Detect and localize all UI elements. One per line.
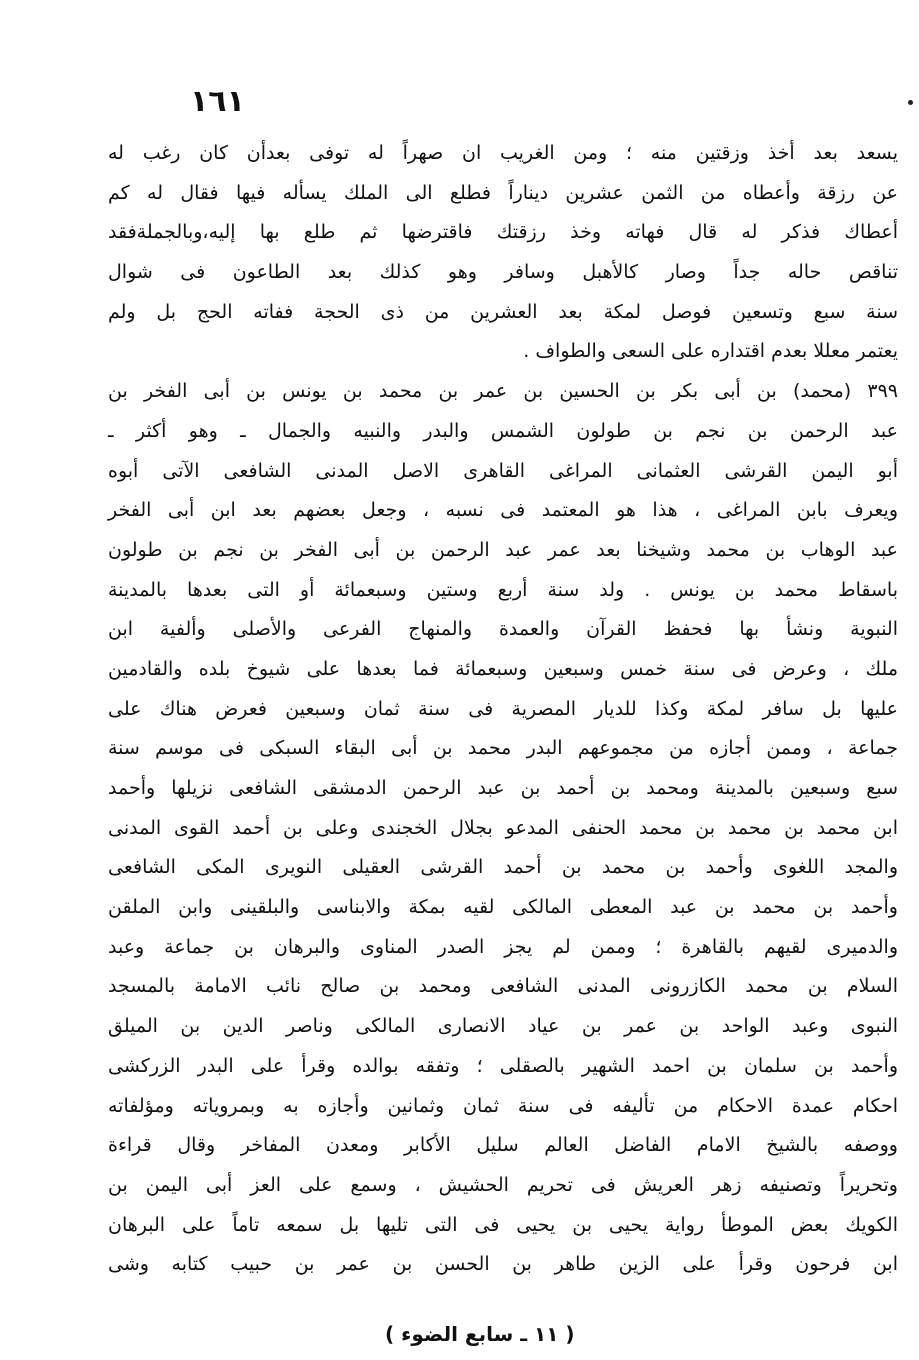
text-line: يسعد بعد أخذ وزقتين منه ؛ ومن الغريب ان صهراً له توفى بعدأن كان رغب له [108, 142, 898, 164]
text-line: النبوى وعبد الواحد بن عمر بن عياد الانصارى المالكى وناصر الدين بن الميلق [108, 1015, 898, 1038]
text-line: ووصفه بالشيخ الامام الفاضل العالم سليل الأكابر ومعدن المفاخر وقال قراءة [108, 1134, 898, 1157]
text-line: ويعرف بابن المراغى ، هذا هو المعتمد فى نسبه ، وجعل بعضهم بعد ابن أبى الفخر [108, 499, 898, 522]
text-line: والدميرى لقيهم بالقاهرة ؛ وممن لم يجز الصدر المناوى والبرهان بن جماعة وعبد [108, 935, 898, 958]
text-line: وتحريراً وتصنيفه زهر العريش فى تحريم الحشيش ، وسمع على العز أبى اليمن بن [108, 1173, 898, 1196]
text-line: احكام عمدة الاحكام من تأليفه فى سنة ثمان وثمانين وأجازه به وبمروياته ومؤلفاته [108, 1094, 898, 1117]
text-line: ملك ، وعرض فى سنة خمس وسبعين وسبعمائة فما بعدها على شيوخ بلده والقادمين [108, 657, 898, 680]
text-line: جماعة ، وممن أجازه من مجموعهم البدر محمد بن أبى البقاء السبكى فى موسم سنة [108, 737, 898, 760]
entry-heading-line: ٣٩٩ (محمد) بن أبى بكر بن الحسين بن عمر بن محمد بن يونس بن أبى الفخر بن [108, 380, 898, 403]
text-line: السلام بن محمد الكازرونى المدنى الشافعى ومحمد بن صالح نائب الامامة بالمسجد [108, 975, 898, 998]
text-line: تناقص حاله جداً وصار كالأهبل وسافر وهو كذلك بعد الطاعون فى شوال [108, 261, 898, 284]
text-line: سبع وسبعين بالمدينة ومحمد بن أحمد بن عبد الرحمن الدمشقى الشافعى نزيلها وأحمد [108, 777, 898, 799]
text-line: ابن محمد بن محمد بن محمد الحنفى المدعو بجلال الخجندى وعلى بن أحمد القوى المدنى [108, 816, 898, 839]
text-line: عبد الوهاب بن محمد وشيخنا بعد عمر عبد الرحمن بن أبى الفخر بن نجم بن طولون [108, 538, 898, 561]
text-line: عبد الرحمن بن نجم بن طولون الشمس والبدر والنبيه والجمال ـ وهو أكثر ـ [108, 419, 898, 442]
page-number: ١٦١ [190, 84, 245, 119]
signature-footer: ( ١١ ـ سابع الضوء ) [385, 1322, 575, 1346]
body-text [108, 134, 898, 1285]
text-line: باسقاط محمد بن يونس . ولد سنة أربع وستين وسبعمائة أو التى بعدها بالمدينة [108, 578, 898, 601]
text-line: أعطاك فذكر له قال فهاته وخذ رزقتك فاقترضها ثم طلع بها إليه،وبالجملةفقد [108, 221, 898, 244]
text-line: ابن فرحون وقرأ على الزين طاهر بن الحسن بن عمر بن حبيب كتابه وشى [108, 1253, 898, 1276]
text-line: عن رزقة وأعطاه من الثمن عشرين ديناراً فطلع الى الملك يسأله فيها فقال له كم [108, 181, 898, 204]
text-line: وأحمد بن سلمان بن احمد الشهير بالصقلى ؛ وتفقه بوالده وقرأ على البدر الزركشى [108, 1054, 898, 1077]
text-line: عليها بل سافر لمكة وكذا للديار المصرية فى سنة ثمان وسبعين فعرض هناك على [108, 697, 898, 720]
text-line: النبوية ونشأ بها فحفظ القرآن والعمدة والمنهاج الفرعى والأصلى وألفية ابن [108, 618, 898, 641]
text-line: وأحمد بن محمد بن عبد المعطى المالكى لقيه بمكة والابناسى والبلقينى وابن الملقن [108, 896, 898, 919]
text-line: الكويك بعض الموطأ رواية يحيى بن يحيى فى التى تليها بل سمعه تاماً على البرهان [108, 1213, 898, 1236]
margin-dot-mark [908, 100, 913, 105]
text-line: يعتمر معللا بعدم اقتداره على السعى والطواف . [523, 340, 898, 363]
text-line: سنة سبع وتسعين فوصل لمكة بعد العشرين من ذى الحجة ففاته الحج بل ولم [108, 300, 898, 323]
text-line: أبو اليمن القرشى العثمانى المراغى القاهرى الاصل المدنى الشافعى الآتى أبوه [108, 459, 898, 482]
text-line: والمجد اللغوى وأحمد بن محمد بن أحمد القرشى العقيلى النويرى المكى الشافعى [108, 856, 898, 879]
